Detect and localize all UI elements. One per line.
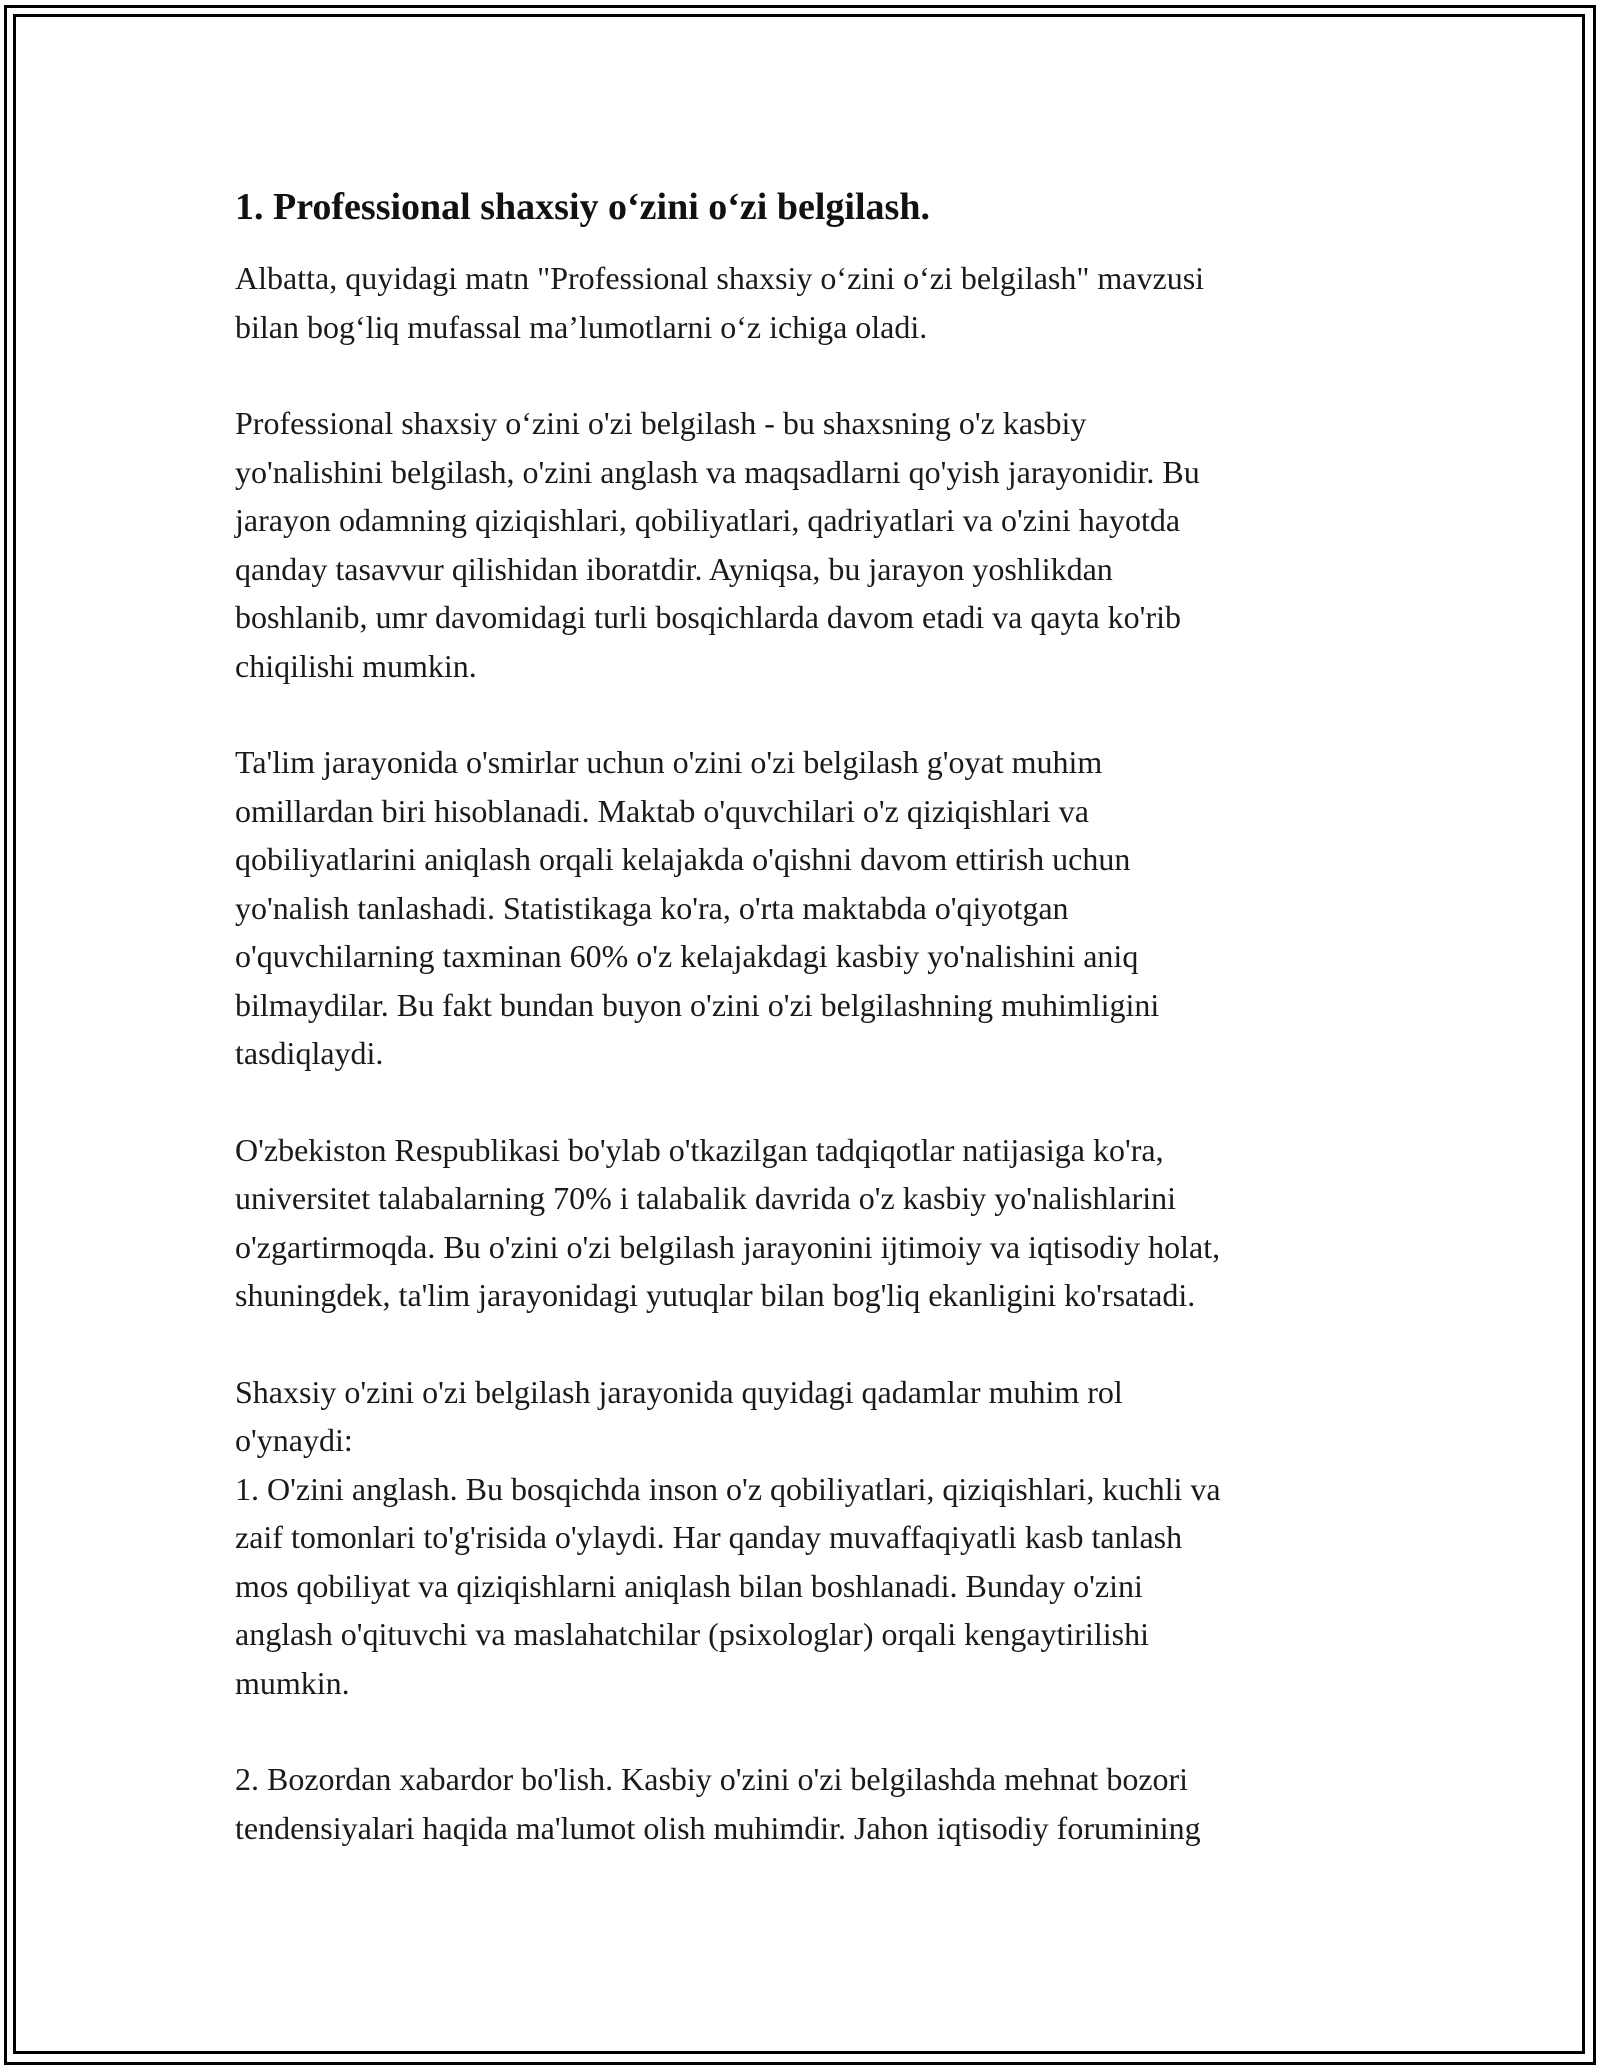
text-line: omillardan biri hisoblanadi. Maktab o'quvchilari o'z qiziqishlari va xyxy=(235,792,1089,829)
paragraph-definition xyxy=(235,399,1370,690)
text-line: o'ynaydi: xyxy=(235,1422,353,1459)
text-line: Albatta, quyidagi matn "Professional shaxsiy o‘zini o‘zi belgilash" mavzusi xyxy=(235,260,1205,297)
text-line: zaif tomonlari to'g'risida o'ylaydi. Har qanday muvaffaqiyatli kasb tanlash xyxy=(235,1519,1183,1556)
text-line: mumkin. xyxy=(235,1664,350,1701)
text-line: tendensiyalari haqida ma'lumot olish muhimdir. Jahon iqtisodiy forumining xyxy=(235,1809,1201,1846)
text-line: bilan bog‘liq mufassal ma’lumotlarni o‘z ichiga oladi. xyxy=(235,308,928,345)
text-line: boshlanib, umr davomidagi turli bosqichlarda davom etadi va qayta ko'rib xyxy=(235,599,1181,636)
text-line: qobiliyatlarini aniqlash orqali kelajakda o'qishni davom ettirish uchun xyxy=(235,841,1131,878)
text-line: Ta'lim jarayonida o'smirlar uchun o'zini o'zi belgilash g'oyat muhim xyxy=(235,744,1103,781)
text-line: o'zgartirmoqda. Bu o'zini o'zi belgilash jarayonini ijtimoiy va iqtisodiy holat, xyxy=(235,1228,1221,1265)
paragraph-market xyxy=(235,1755,1370,1852)
text-line: anglash o'qituvchi va maslahatchilar (psixologlar) orqali kengaytirilishi xyxy=(235,1616,1149,1653)
paragraph-intro xyxy=(235,254,1370,351)
text-line: O'zbekiston Respublikasi bo'ylab o'tkazilgan tadqiqotlar natijasiga ko'ra, xyxy=(235,1131,1164,1168)
paragraph-steps xyxy=(235,1368,1370,1708)
text-line: Professional shaxsiy o‘zini o'zi belgilash - bu shaxsning o'z kasbiy xyxy=(235,405,1087,442)
text-line: tasdiqlaydi. xyxy=(235,1035,384,1072)
text-line: yo'nalish tanlashadi. Statistikaga ko'ra, o'rta maktabda o'qiyotgan xyxy=(235,889,1069,926)
document-page xyxy=(235,183,1370,1900)
text-line: bilmaydilar. Bu fakt bundan buyon o'zini o'zi belgilashning muhimligini xyxy=(235,986,1160,1023)
text-line: yo'nalishini belgilash, o'zini anglash va maqsadlarni qo'yish jarayonidir. Bu xyxy=(235,453,1200,490)
text-line: shuningdek, ta'lim jarayonidagi yutuqlar bilan bog'liq ekanligini ko'rsatadi. xyxy=(235,1277,1196,1314)
text-line: mos qobiliyat va qiziqishlarni aniqlash bilan boshlanadi. Bunday o'zini xyxy=(235,1567,1143,1604)
text-line: 2. Bozordan xabardor bo'lish. Kasbiy o'zini o'zi belgilashda mehnat bozori xyxy=(235,1761,1189,1798)
text-line: jarayon odamning qiziqishlari, qobiliyatlari, qadriyatlari va o'zini hayotda xyxy=(235,502,1181,539)
text-line: chiqilishi mumkin. xyxy=(235,647,477,684)
document-heading: 1. Professional shaxsiy o‘zini o‘zi belgilash. xyxy=(235,186,930,228)
text-line: 1. O'zini anglash. Bu bosqichda inson o'z qobiliyatlari, qiziqishlari, kuchli va xyxy=(235,1470,1221,1507)
paragraph-education xyxy=(235,738,1370,1078)
paragraph-research xyxy=(235,1126,1370,1320)
text-line: universitet talabalarning 70% i talabalik davrida o'z kasbiy yo'nalishlarini xyxy=(235,1180,1177,1217)
text-line: qanday tasavvur qilishidan iboratdir. Ayniqsa, bu jarayon yoshlikdan xyxy=(235,550,1113,587)
text-line: Shaxsiy o'zini o'zi belgilash jarayonida quyidagi qadamlar muhim rol xyxy=(235,1373,1123,1410)
text-line: o'quvchilarning taxminan 60% o'z kelajakdagi kasbiy yo'nalishini aniq xyxy=(235,938,1139,975)
